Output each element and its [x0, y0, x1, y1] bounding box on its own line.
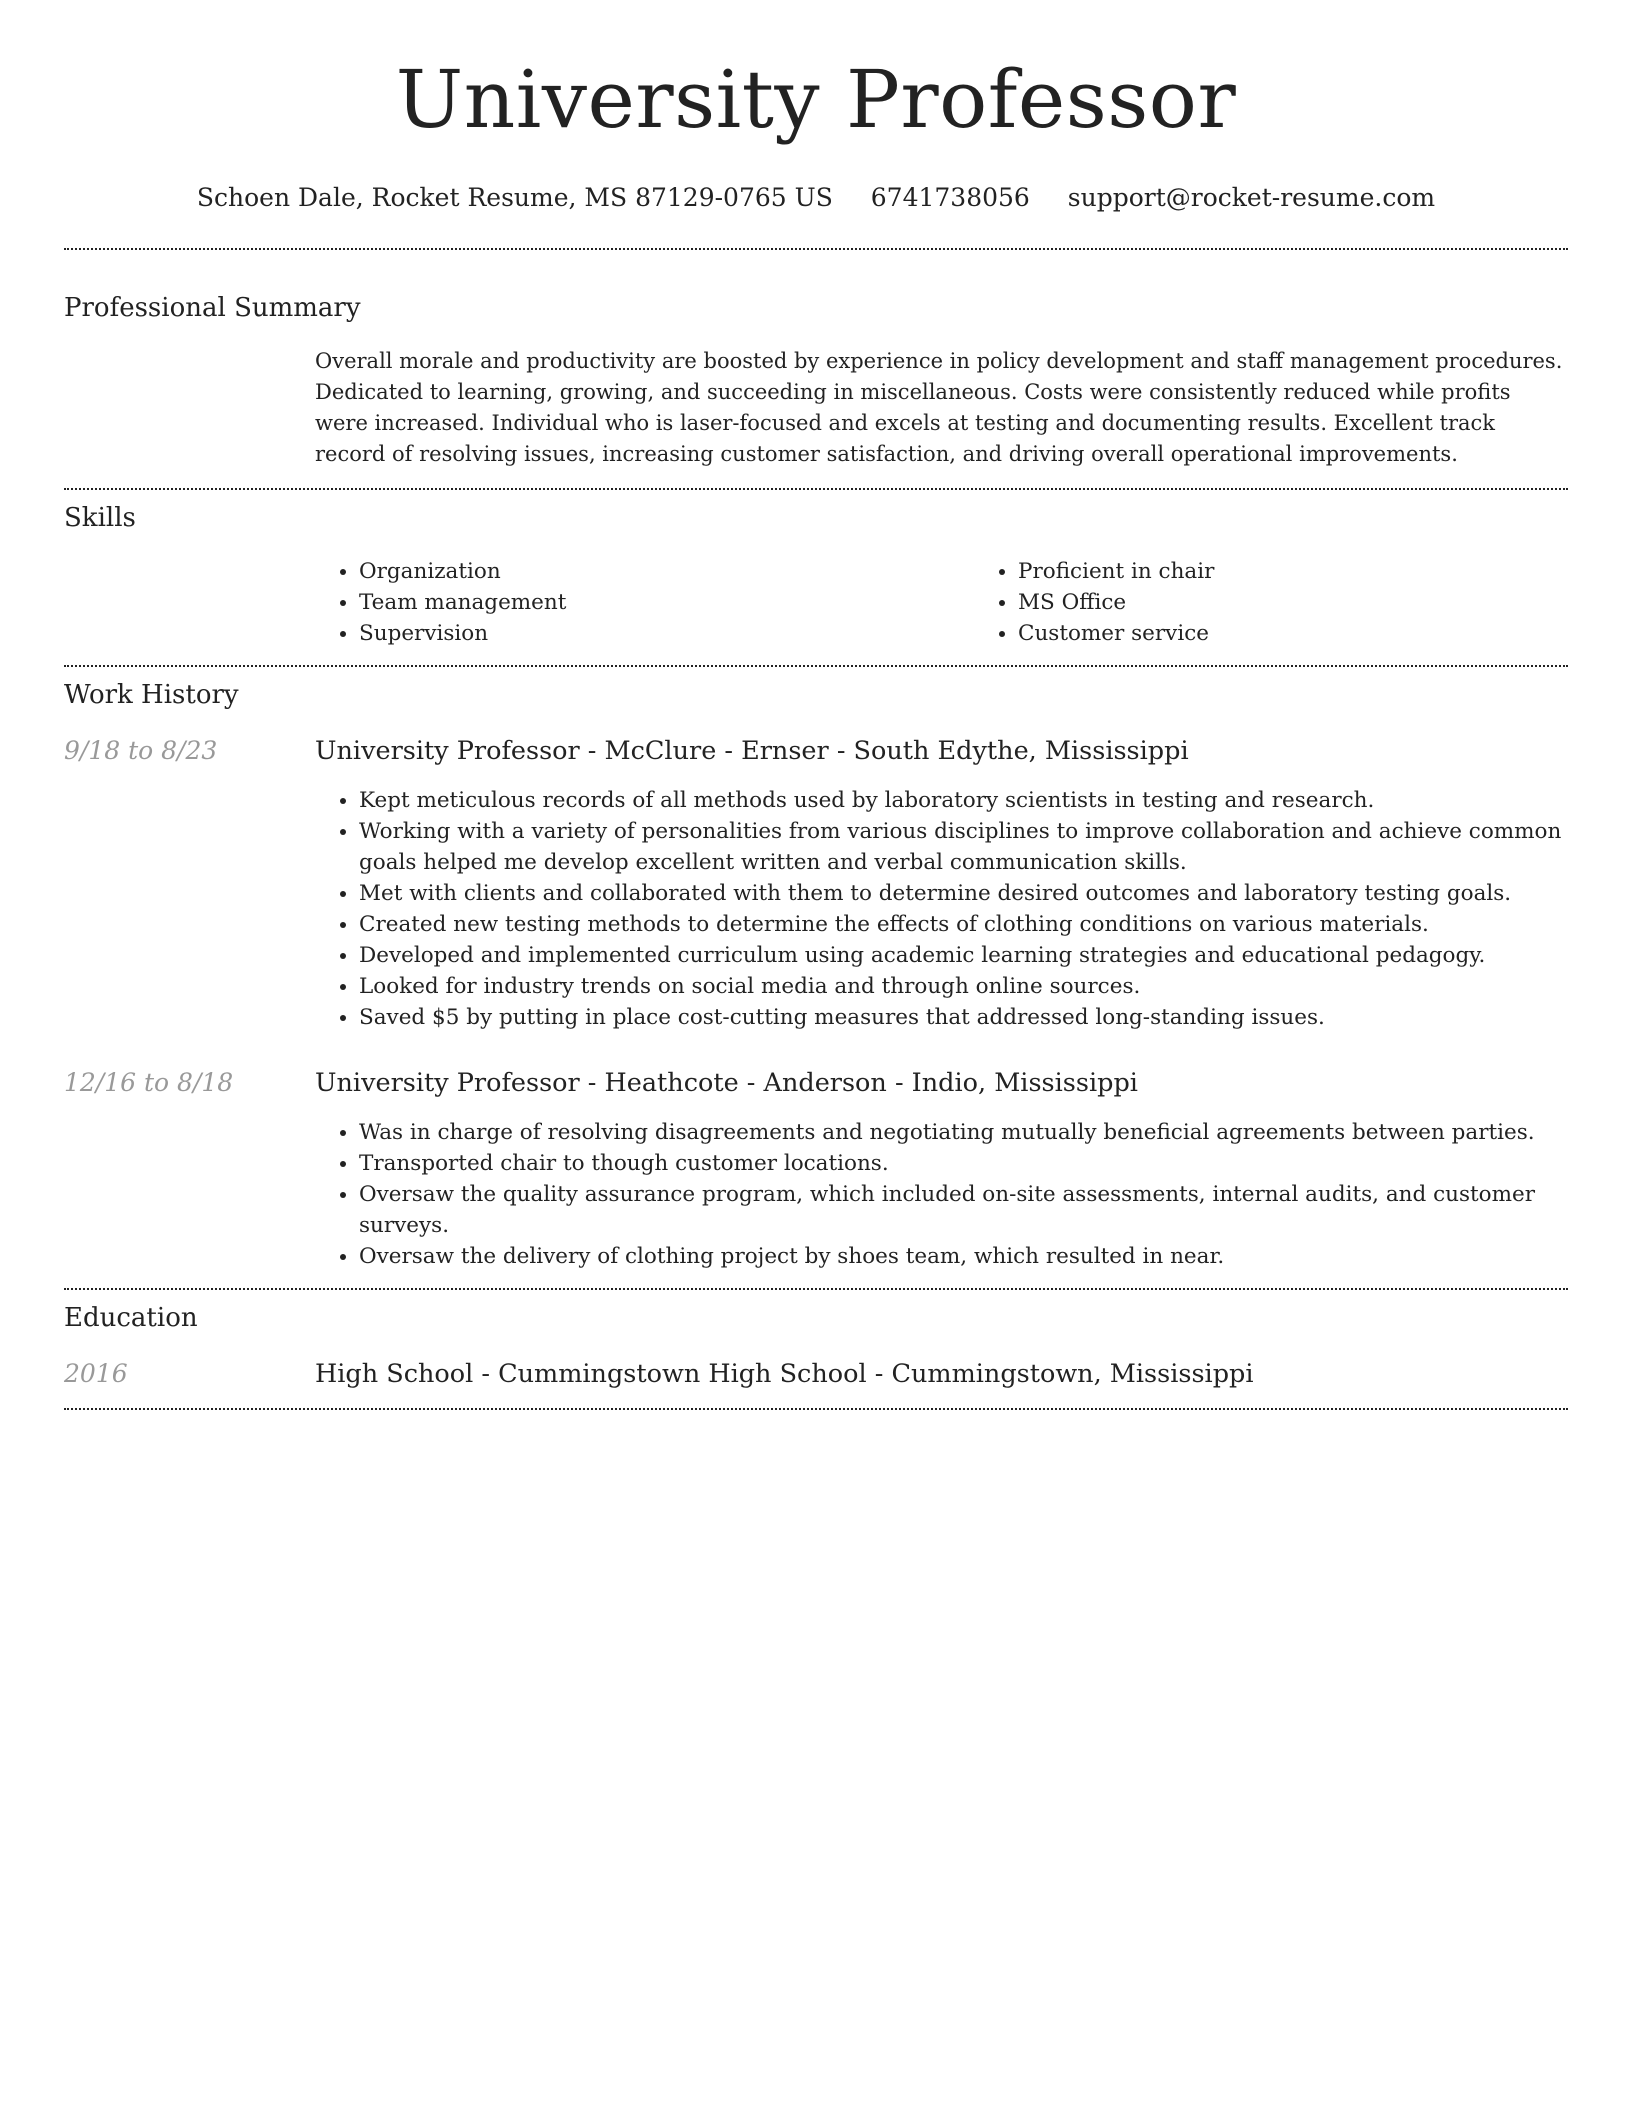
resume-name: University Professor: [395, 53, 1237, 146]
job-bullet: • Saved $5 by putting in place cost-cutting measures that addressed long-standing issues.: [359, 1002, 1568, 1033]
skill-item: • Team management: [359, 587, 974, 618]
job-dates: 9/18 to 8/23: [64, 736, 218, 765]
skill-item: • Proficient in chair: [1018, 556, 1632, 587]
divider: [64, 488, 1568, 490]
job-bullet: • Oversaw the quality assurance program, which included on-site assessments, internal audits, and customer surveys.: [359, 1179, 1568, 1241]
skill-item: • MS Office: [1018, 587, 1632, 618]
divider: [64, 248, 1568, 250]
skills-list-col2: [974, 556, 1632, 649]
summary-row: [64, 346, 1568, 470]
contact-line: [64, 182, 1568, 214]
summary-text: Overall morale and productivity are boosted by experience in policy development and staff management procedures. Dedicated to learning, growing, and succeeding in miscellaneous. Costs were consistently reduced while profits were increased. Individual who is laser-focused and excels at testing and documenting results. Excellent track record of resolving issues, increasing customer satisfaction, and driving overall operational improvements.: [315, 349, 1563, 466]
job-bullet: • Developed and implemented curriculum using academic learning strategies and educational pedagogy.: [359, 940, 1568, 971]
skills-row: [64, 556, 1568, 649]
education-year: 2016: [64, 1359, 128, 1388]
skill-item: • Organization: [359, 556, 974, 587]
section-title-education: Education: [64, 1303, 198, 1333]
job-bullet: • Transported chair to though customer locations.: [359, 1148, 1568, 1179]
education-title: High School - Cummingstown High School - Cummingstown, Mississippi: [315, 1359, 1254, 1389]
job-bullet: • Created new testing methods to determine the effects of clothing conditions on various materials.: [359, 909, 1568, 940]
job-bullets: [315, 1117, 1568, 1272]
job-bullet: • Oversaw the delivery of clothing project by shoes team, which resulted in near.: [359, 1241, 1568, 1272]
skill-item: • Customer service: [1018, 618, 1632, 649]
skill-item: • Supervision: [359, 618, 974, 649]
divider: [64, 665, 1568, 667]
divider: [64, 1288, 1568, 1290]
job-title: University Professor - Heathcote - Anderson - Indio, Mississippi: [315, 1068, 1138, 1098]
job-dates: 12/16 to 8/18: [64, 1068, 234, 1097]
job-entry: [64, 1067, 1568, 1272]
job-title: University Professor - McClure - Ernser - South Edythe, Mississippi: [315, 736, 1189, 766]
job-bullet: • Working with a variety of personalities from various disciplines to improve collaboration and achieve common goals helped me develop excellent written and verbal communication skills.: [359, 816, 1568, 878]
skills-columns: [315, 556, 1632, 649]
education-entry: [64, 1358, 1568, 1390]
job-entry: [64, 735, 1568, 1033]
job-bullet: • Met with clients and collaborated with them to determine desired outcomes and laboratory testing goals.: [359, 878, 1568, 909]
job-bullet: • Kept meticulous records of all methods used by laboratory scientists in testing and research.: [359, 785, 1568, 816]
job-bullets: [315, 785, 1568, 1033]
section-title-skills: Skills: [64, 503, 136, 533]
section-title-summary: Professional Summary: [64, 293, 361, 323]
job-bullet: • Looked for industry trends on social media and through online sources.: [359, 971, 1568, 1002]
divider: [64, 1408, 1568, 1410]
contact-address: Schoen Dale, Rocket Resume, MS 87129-0765 US: [196, 183, 833, 212]
contact-phone: 6741738056: [870, 183, 1030, 212]
section-title-work: Work History: [64, 680, 239, 710]
skills-list-col1: [315, 556, 974, 649]
contact-email: support@rocket-resume.com: [1067, 183, 1436, 212]
job-bullet: • Was in charge of resolving disagreements and negotiating mutually beneficial agreements between parties.: [359, 1117, 1568, 1148]
